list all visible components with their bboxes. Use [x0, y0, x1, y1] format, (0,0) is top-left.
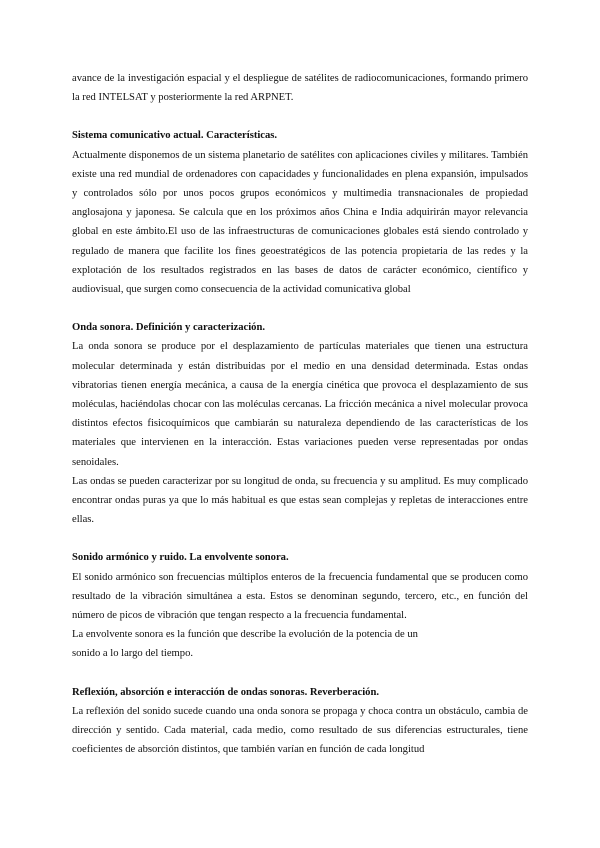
section-paragraph: El sonido armónico son frecuencias múltiplos enteros de la frecuencia fundamental que se producen como resultado de la vibración simultánea a esta. Estos se denominan segundo, tercero, etc., en función del número de picos de vibración que tengan respecto a la frecuencia fundamental. — [72, 571, 528, 622]
section-sound-wave — [72, 318, 528, 529]
intro-paragraph: avance de la investigación espacial y el despliegue de satélites de radiocomunicaciones, formando primero la red INTELSAT y posteriormente la red ARPNET. — [72, 73, 528, 104]
section-paragraph: La envolvente sonora es la función que describe la evolución de la potencia de un — [72, 629, 418, 641]
section-paragraph: La onda sonora se produce por el desplazamiento de partículas materiales que tienen una estructura molecular determinada y están distribuidas por el medio en una densidad determinada. Estas ondas vibratorias tienen energía mecánica, a causa de la energía cinética que provoca el desplazamiento de sus moléculas, haciéndolas chocar con las moléculas cercanas. La fricción mecánica a nivel molecular provoca distintos efectos fisicoquímicos que cambiarán su naturaleza dependiendo de las características de los materiales que intervienen en la interacción. Estas variaciones pueden verse representadas por ondas senoidales. — [72, 341, 528, 468]
section-paragraph: sonido a lo largo del tiempo. — [72, 648, 194, 660]
section-reflection-absorption — [72, 683, 528, 760]
section-heading: Sonido armónico y ruido. La envolvente sonora. — [72, 552, 289, 564]
document-page — [72, 69, 528, 760]
section-heading: Reflexión, absorción e interacción de ondas sonoras. Reverberación. — [72, 686, 379, 698]
section-heading: Onda sonora. Definición y caracterización. — [72, 322, 266, 334]
section-harmonic-sound — [72, 548, 528, 663]
section-paragraph: Las ondas se pueden caracterizar por su longitud de onda, su frecuencia y su amplitud. Es muy complicado encontrar ondas puras ya que lo más habitual es que estas sean complejas y repletas de interacciones entre ellas. — [72, 475, 528, 526]
section-paragraph: La reflexión del sonido sucede cuando una onda sonora se propaga y choca contra un obstáculo, cambia de dirección y sentido. Cada material, cada medio, como resultado de sus diferencias estructurales, tiene coeficientes de absorción distintos, que también varían en función de cada longitud — [72, 705, 528, 756]
section-current-communication-system — [72, 126, 528, 299]
section-heading: Sistema comunicativo actual. Características. — [72, 130, 278, 142]
section-paragraph: Actualmente disponemos de un sistema planetario de satélites con aplicaciones civiles y militares. También existe una red mundial de ordenadores con capacidades y funcionalidades en plena expansión, impulsados y controlados sólo por unos pocos grupos económicos y multimedia transnacionales de propiedad anglosajona y japonesa. Se calcula que en los próximos años China e India adquirirán mayor relevancia global en este ámbito.El uso de las infraestructuras de comunicaciones globales está siendo controlado y regulado de manera que facilite los fines geoestratégicos de las potencia propietaria de las redes y la explotación de los resultados registrados en las bases de datos de carácter económico, científico y audiovisual, que surgen como consecuencia de la actividad comunicativa global — [72, 149, 528, 296]
